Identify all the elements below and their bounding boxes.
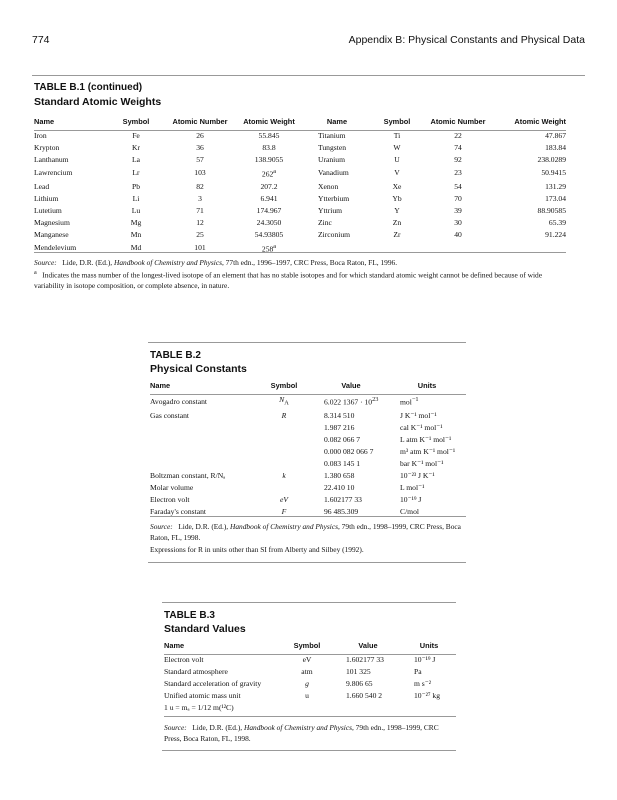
table-cell: U bbox=[394, 155, 400, 164]
units-text: mol bbox=[400, 398, 412, 408]
table-b3-top-rule bbox=[162, 602, 456, 603]
table-cell: 26 bbox=[196, 131, 204, 140]
col-header: Name bbox=[34, 117, 55, 126]
value-exponent: 23 bbox=[372, 396, 379, 404]
col-header: Name bbox=[164, 641, 185, 650]
table-row bbox=[150, 394, 462, 410]
constant-name bbox=[150, 422, 258, 434]
table-cell: Standard acceleration of gravity bbox=[164, 679, 262, 688]
table-b1-header-rule bbox=[34, 130, 566, 131]
symbol-text: k bbox=[282, 470, 286, 480]
table-cell: 82 bbox=[196, 181, 204, 191]
constant-value bbox=[310, 434, 392, 446]
source-label: Source: bbox=[150, 522, 173, 531]
table-row bbox=[34, 130, 566, 142]
constant-units bbox=[392, 394, 462, 410]
table-row bbox=[150, 422, 462, 434]
table-cell: Magnesium bbox=[34, 217, 70, 227]
table-b1-label: TABLE B.1 (continued) bbox=[34, 82, 143, 93]
table-cell: m s⁻² bbox=[414, 679, 432, 688]
table-cell: Krypton bbox=[34, 143, 60, 152]
atomic-weight-value: 262 bbox=[261, 169, 274, 179]
table-cell: Lr bbox=[132, 168, 140, 178]
constant-value bbox=[310, 482, 392, 494]
table-cell: Lead bbox=[34, 181, 50, 191]
note-text: Expressions for R in units other than SI from Alberty and Silbey (1992). bbox=[150, 545, 364, 554]
page-number: 774 bbox=[32, 34, 50, 46]
table-cell: 10⁻¹⁹ J bbox=[414, 655, 436, 664]
constant-name: Molar volume bbox=[150, 482, 194, 492]
table-row bbox=[34, 193, 566, 205]
table-cell: 57 bbox=[196, 155, 204, 164]
col-header: Name bbox=[326, 117, 348, 126]
col-header: Name bbox=[150, 381, 171, 390]
symbol-text: F bbox=[281, 506, 287, 516]
table-cell: 3 bbox=[198, 193, 202, 203]
table-b2-title: Physical Constants bbox=[150, 363, 247, 375]
table-cell: 71 bbox=[196, 205, 204, 215]
table-cell: 65.39 bbox=[548, 217, 566, 227]
table-cell: Standard atmosphere bbox=[164, 667, 228, 676]
table-row bbox=[164, 690, 454, 702]
constant-units bbox=[392, 410, 462, 422]
constant-units bbox=[392, 470, 462, 482]
table-row bbox=[150, 470, 462, 482]
table-b2-label: TABLE B.2 bbox=[150, 350, 201, 361]
source-text: Lide, D.R. (Ed.), Handbook of Chemistry and Physics, 77th edn., 1996–1997, CRC Press, Boca Raton, FL, 1996. bbox=[62, 258, 398, 267]
units-text: L mol⁻¹ bbox=[400, 482, 425, 492]
constant-name: Gas constant bbox=[150, 410, 190, 420]
constant-symbol bbox=[258, 394, 310, 410]
constant-name: Electron volt bbox=[150, 494, 190, 504]
table-cell: 24.3050 bbox=[256, 217, 282, 227]
col-header: Symbol bbox=[383, 117, 411, 126]
table-b1 bbox=[34, 114, 566, 255]
table-row bbox=[150, 410, 462, 422]
table-b2 bbox=[150, 378, 462, 518]
footnote-mark: a bbox=[273, 242, 277, 250]
table-cell: 9.806 65 bbox=[346, 679, 373, 688]
table-cell: Ytterbium bbox=[318, 193, 350, 203]
source-label: Source: bbox=[34, 258, 57, 267]
table-b1-title: Standard Atomic Weights bbox=[34, 96, 162, 108]
table-row bbox=[164, 702, 454, 714]
table-b2-header-rule bbox=[150, 394, 466, 395]
table-cell: 92 bbox=[454, 155, 462, 164]
table-cell: Mn bbox=[130, 229, 142, 239]
constant-value bbox=[310, 494, 392, 506]
table-cell: atm bbox=[301, 667, 313, 676]
table-cell: 55.845 bbox=[258, 131, 280, 140]
table-cell: 1.602177 33 bbox=[346, 655, 384, 664]
constant-name: Avogadro constant bbox=[150, 396, 208, 406]
table-cell bbox=[332, 702, 404, 714]
value-text: 6.022 1367 · 10 bbox=[324, 398, 373, 408]
table-cell: 40 bbox=[454, 229, 462, 239]
table-b2-top-rule bbox=[148, 342, 466, 343]
table-cell: 22 bbox=[454, 131, 462, 140]
table-cell: 91.224 bbox=[545, 229, 566, 239]
value-text: 1.987 216 bbox=[324, 422, 355, 432]
symbol-text: eV bbox=[279, 494, 288, 504]
value-text: 22.410 10 bbox=[324, 482, 355, 492]
constant-symbol bbox=[258, 446, 310, 458]
table-cell: 10⁻²⁷ kg bbox=[414, 691, 441, 700]
table-row bbox=[150, 482, 462, 494]
constant-value bbox=[310, 446, 392, 458]
source-text: Lide, D.R. (Ed.), Handbook of Chemistry and Physics, 79th edn., 1998–1999, CRC Press, Boca Raton, FL, 1998. bbox=[164, 723, 439, 743]
table-cell: Mendelevium bbox=[34, 242, 77, 252]
col-header: Value bbox=[341, 381, 361, 390]
units-text: cal K⁻¹ mol⁻¹ bbox=[400, 422, 443, 432]
table-cell: 70 bbox=[454, 193, 462, 203]
running-title: Appendix B: Physical Constants and Physical Data bbox=[348, 34, 585, 46]
table-cell: 74 bbox=[454, 143, 462, 152]
col-header: Value bbox=[358, 641, 378, 650]
table-cell: Lu bbox=[131, 205, 141, 215]
constant-name: Faraday's constant bbox=[150, 506, 206, 516]
constant-symbol bbox=[258, 434, 310, 446]
table-b3 bbox=[164, 638, 454, 714]
table-cell: 103 bbox=[194, 168, 206, 178]
table-cell: 54 bbox=[454, 181, 462, 191]
table-cell: Xe bbox=[392, 181, 402, 191]
table-b2-bottom-rule bbox=[150, 516, 466, 517]
table-cell: V bbox=[394, 168, 400, 178]
col-header: Atomic Weight bbox=[514, 117, 566, 126]
units-text: C/mol bbox=[400, 506, 419, 516]
value-text: 0.000 082 066 7 bbox=[324, 446, 374, 456]
table-cell: 30 bbox=[454, 217, 462, 227]
table-cell: 36 bbox=[196, 143, 204, 152]
units-text: L atm K⁻¹ mol⁻¹ bbox=[400, 434, 452, 444]
constant-units bbox=[392, 422, 462, 434]
symbol-text: R bbox=[281, 410, 287, 420]
footnote-mark: a bbox=[273, 168, 277, 175]
table-cell: g bbox=[305, 679, 309, 688]
constant-units bbox=[392, 458, 462, 470]
table-b3-bottom-rule bbox=[164, 716, 456, 717]
symbol-text: N bbox=[279, 395, 285, 404]
value-text: 0.082 066 7 bbox=[324, 434, 361, 444]
col-header: Symbol bbox=[293, 641, 321, 650]
table-row bbox=[34, 166, 566, 181]
table-cell: 88.90585 bbox=[537, 205, 566, 215]
col-header: Atomic Weight bbox=[243, 117, 295, 126]
table-b2-end-rule bbox=[148, 562, 466, 563]
table-row bbox=[164, 666, 454, 678]
units-exponent: −1 bbox=[411, 396, 419, 404]
table-cell: Yttrium bbox=[318, 205, 343, 215]
table-cell: Iron bbox=[34, 131, 47, 140]
units-text: 10⁻¹⁹ J bbox=[400, 494, 422, 504]
table-b1-note bbox=[34, 268, 574, 291]
table-cell: Zn bbox=[392, 217, 402, 227]
table-b1-bottom-rule bbox=[34, 252, 566, 253]
table-b3-title: Standard Values bbox=[164, 623, 246, 635]
page-header bbox=[32, 34, 585, 50]
col-header: Atomic Number bbox=[172, 117, 228, 126]
units-text: m³ atm K⁻¹ mol⁻¹ bbox=[400, 446, 456, 456]
table-cell: u bbox=[305, 691, 309, 700]
table-cell: 23 bbox=[454, 168, 462, 178]
constant-units bbox=[392, 494, 462, 506]
table-cell: 207.2 bbox=[260, 181, 278, 191]
table-cell: Lanthanum bbox=[34, 155, 69, 164]
table-b1-top-rule bbox=[32, 75, 585, 76]
table-b1-source bbox=[34, 257, 574, 268]
table-cell: Lithium bbox=[34, 193, 59, 203]
table-cell: 83.8 bbox=[262, 143, 276, 152]
table-row bbox=[150, 494, 462, 506]
constant-value bbox=[310, 458, 392, 470]
table-cell: Tungsten bbox=[318, 143, 346, 152]
table-b3-source bbox=[164, 722, 456, 744]
table-cell: 50.9415 bbox=[541, 168, 566, 178]
table-b3-label: TABLE B.3 bbox=[164, 610, 215, 621]
constant-value bbox=[310, 470, 392, 482]
table-cell: Yb bbox=[392, 193, 402, 203]
table-cell: Ti bbox=[393, 131, 401, 140]
table-cell: Md bbox=[130, 242, 142, 252]
value-text: 1.602177 33 bbox=[324, 494, 362, 504]
table-row bbox=[34, 181, 566, 193]
table-cell: 1 u = mₐ = 1/12 m(¹²C) bbox=[164, 703, 234, 712]
table-row bbox=[150, 434, 462, 446]
constant-symbol bbox=[258, 494, 310, 506]
constant-units bbox=[392, 434, 462, 446]
table-row bbox=[34, 142, 566, 154]
table-cell: 173.04 bbox=[545, 193, 566, 203]
constant-symbol bbox=[258, 458, 310, 470]
table-b2-source bbox=[150, 521, 466, 543]
table-cell: Xenon bbox=[318, 181, 339, 191]
table-cell: Pb bbox=[131, 181, 141, 191]
table-cell: 1.660 540 2 bbox=[346, 691, 383, 700]
constant-value bbox=[310, 410, 392, 422]
table-cell: eV bbox=[302, 655, 312, 664]
table-cell: Mg bbox=[130, 217, 142, 227]
col-header: Units bbox=[419, 641, 439, 650]
table-cell: Electron volt bbox=[164, 655, 204, 664]
units-text: 10⁻²³ J K⁻¹ bbox=[400, 470, 435, 480]
table-cell: Titanium bbox=[318, 131, 346, 140]
table-cell: Uranium bbox=[318, 155, 345, 164]
constant-name bbox=[150, 458, 258, 470]
table-cell: Pa bbox=[414, 667, 422, 676]
table-cell: La bbox=[131, 155, 140, 164]
col-header: Symbol bbox=[122, 117, 150, 126]
constant-name bbox=[150, 446, 258, 458]
table-row bbox=[150, 446, 462, 458]
table-b1-header-row bbox=[34, 114, 566, 130]
constant-symbol bbox=[258, 470, 310, 482]
table-cell: Lutetium bbox=[34, 205, 62, 215]
symbol-subscript: A bbox=[284, 399, 289, 407]
table-cell: 174.967 bbox=[256, 205, 282, 215]
table-cell: 12 bbox=[196, 217, 204, 227]
constant-units bbox=[392, 446, 462, 458]
table-cell: 183.84 bbox=[545, 143, 566, 152]
table-cell: 101 bbox=[194, 242, 206, 252]
table-cell bbox=[282, 702, 332, 714]
col-header: Symbol bbox=[270, 381, 298, 390]
table-cell: Zr bbox=[393, 229, 401, 239]
table-b3-header-row bbox=[164, 638, 454, 654]
table-cell: Lawrencium bbox=[34, 168, 73, 178]
table-cell: Zinc bbox=[318, 217, 332, 227]
table-cell: 39 bbox=[454, 205, 462, 215]
table-cell: Y bbox=[394, 205, 400, 215]
table-cell: 47.867 bbox=[545, 131, 566, 140]
value-text: 0.083 145 1 bbox=[324, 458, 361, 468]
table-row bbox=[34, 154, 566, 166]
table-row bbox=[164, 654, 454, 666]
table-b2-note bbox=[150, 544, 466, 555]
col-header: Atomic Number bbox=[430, 117, 486, 126]
constant-symbol bbox=[258, 410, 310, 422]
table-cell: Fe bbox=[132, 131, 140, 140]
source-text: Lide, D.R. (Ed.), Handbook of Chemistry and Physics, 79th edn., 1998–1999, CRC Press, Boca Raton, FL, 1998. bbox=[150, 522, 461, 542]
table-row bbox=[34, 229, 566, 241]
table-b2-header-row bbox=[150, 378, 462, 394]
table-cell: 101 325 bbox=[346, 667, 371, 676]
col-header: Units bbox=[417, 381, 437, 390]
table-cell: Manganese bbox=[34, 229, 69, 239]
units-text: bar K⁻¹ mol⁻¹ bbox=[400, 458, 444, 468]
table-row bbox=[34, 205, 566, 217]
table-row bbox=[34, 217, 566, 229]
table-cell bbox=[404, 702, 454, 714]
table-cell: 25 bbox=[196, 229, 204, 239]
table-row bbox=[164, 678, 454, 690]
table-cell: Kr bbox=[131, 143, 140, 152]
table-b3-end-rule bbox=[162, 750, 456, 751]
table-cell: 138.9055 bbox=[254, 155, 284, 164]
table-cell: Unified atomic mass unit bbox=[164, 691, 241, 700]
table-cell: 6.941 bbox=[260, 193, 278, 203]
table-row bbox=[150, 458, 462, 470]
constant-units bbox=[392, 482, 462, 494]
table-cell: 238.0289 bbox=[537, 155, 566, 164]
table-cell: Vanadium bbox=[318, 168, 349, 178]
source-label: Source: bbox=[164, 723, 187, 732]
table-cell: Zirconium bbox=[318, 229, 351, 239]
constant-symbol bbox=[258, 422, 310, 434]
constant-name bbox=[150, 434, 258, 446]
constant-value bbox=[310, 394, 392, 410]
value-text: 1.380 658 bbox=[324, 470, 355, 480]
constant-symbol bbox=[258, 482, 310, 494]
value-text: 8.314 510 bbox=[324, 410, 355, 420]
table-cell: 54.93805 bbox=[254, 229, 284, 239]
table-cell: W bbox=[393, 143, 401, 152]
units-text: J K⁻¹ mol⁻¹ bbox=[400, 410, 437, 420]
table-cell bbox=[236, 166, 302, 181]
atomic-weight-value: 258 bbox=[261, 244, 274, 254]
table-cell: 131.29 bbox=[545, 181, 566, 191]
value-text: 96 485.309 bbox=[324, 506, 359, 516]
table-b3-header-rule bbox=[164, 654, 456, 655]
constant-name: Boltzman constant, R/Nₐ bbox=[150, 470, 226, 480]
table-cell: Li bbox=[132, 193, 140, 203]
constant-value bbox=[310, 422, 392, 434]
note-text: Indicates the mass number of the longest-lived isotope of an element that has no stable isotopes and for which standard atomic weight cannot be defined because of wide variability in isotope composition, or complete absence, in nature. bbox=[34, 270, 543, 291]
footnote-mark: a bbox=[34, 270, 37, 276]
